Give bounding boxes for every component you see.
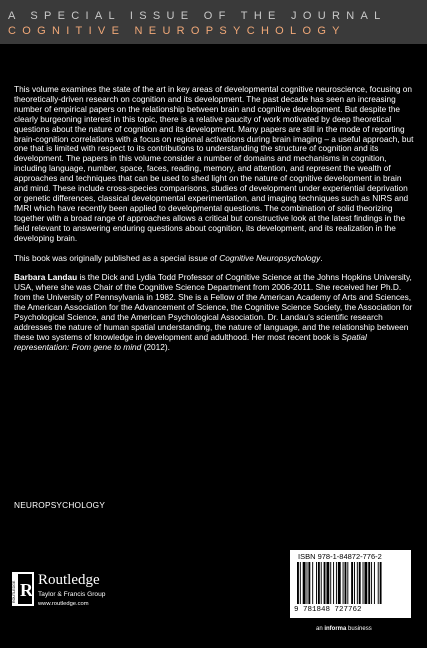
author-book-year: (2012). — [141, 341, 170, 352]
barcode-bar — [364, 562, 367, 604]
barcode-bar — [357, 562, 358, 604]
author-book-title: Spatial representation: From gene to mind — [14, 331, 367, 352]
barcode-bar — [374, 562, 375, 604]
original-publication-note — [14, 254, 414, 264]
barcode-bar — [326, 562, 329, 604]
author-bio — [14, 273, 414, 352]
barcode-bar — [351, 562, 353, 604]
author-bio-text: is the Dick and Lydia Todd Professor of Cognitive Science at the Johns Hopkins University, USA, where she was Chair of the Cognitive Science Department from 2006-2011. She received her Ph.D. from the University of Pennsylvania in 1982. She is a Fellow of the American Academy of Arts and Sciences, the American Association for the Advancement of Science, the Cognitive Science Society, the Association for Psychological Science, and the American Psychological Association. Dr. Landau's scientific research addresses the nature of human spatial understanding, the nature of language, and the relationship between these two systems of knowledge in development and adulthood. Her most recent book is — [14, 272, 413, 342]
publisher-name: Routledge — [38, 572, 100, 588]
barcode-bar — [371, 562, 372, 604]
routledge-mark-text: ROUTLEDGE — [12, 580, 17, 603]
publisher-url: www.routledge.com — [38, 601, 89, 607]
informa-suffix: business — [346, 626, 372, 632]
barcode-bar — [324, 562, 326, 604]
barcode-bar — [312, 562, 313, 604]
routledge-mark-icon — [12, 572, 34, 606]
barcode-bar — [359, 562, 361, 604]
barcode-bar — [300, 562, 301, 604]
header-journal-name: COGNITIVE NEUROPSYCHOLOGY — [8, 25, 346, 37]
informa-brand: informa — [324, 626, 347, 632]
author-name: Barbara Landau — [14, 272, 78, 283]
barcode-bar — [363, 562, 364, 604]
barcode-bar — [378, 562, 379, 604]
barcode-bar — [380, 562, 382, 604]
barcode-bar — [347, 562, 348, 604]
barcode-bar — [303, 562, 306, 604]
barcode-bar — [333, 562, 334, 604]
barcode-bar — [316, 562, 317, 604]
barcode-bar — [321, 562, 322, 604]
barcode-icon — [296, 562, 406, 606]
note-suffix: . — [320, 252, 323, 263]
barcode-bar — [318, 562, 320, 604]
barcode-bar — [343, 562, 344, 604]
barcode-bar — [336, 562, 337, 604]
note-prefix: This book was originally published as a special issue of — [14, 252, 220, 263]
isbn-label: ISBN 978-1-84872-776-2 — [298, 552, 382, 561]
barcode-bar — [330, 562, 331, 604]
description-paragraph: This volume examines the state of the art in key areas of developmental cognitive neuroscience, focusing on theoretically-driven research on cognition and its development. The past decade has seen an increasing number of empirical papers on the relationship between brain and cognitive development. But despite the clearly burgeoning interest in this topic, there is a relative paucity of work motivated by deep theoretical questions about the nature of cognition and its development. Many papers are still in the mode of reporting brain-cognition correlations with a focus on regional activations during brain imaging – a useful approach, but one that is limited with respect to its contributions to understanding the structure of cognition and its development. The papers in this volume consider a number of domains and mechanisms in cognition, including language, number, space, faces, reading, memory, and attention, and represent the wealth of approaches and techniques that can be used to shed light on the nature of cognitive development in brain and mind. These include cross-species comparisons, studies of development under experiential deprivation or genetic differences, classical developmental experimentation, and imaging techniques such as NIRS and fMRI which have recently been applied to developmental questions. The combination of solid theorizing together with a broad range of approaches allows a critical but constructive look at the latest findings in the field relevant to answering enduring questions about cognition, its development, and its realization in the developing brain. — [14, 84, 414, 243]
header-special-issue: A SPECIAL ISSUE OF THE JOURNAL — [8, 10, 387, 22]
barcode-box — [290, 550, 411, 618]
barcode-bar — [338, 562, 341, 604]
barcode-bar — [354, 562, 355, 604]
informa-business-label — [316, 626, 372, 632]
barcode-digits: 9 781848 727762 — [294, 606, 362, 614]
barcode-bar — [308, 562, 310, 604]
subject-category: NEUROPSYCHOLOGY — [14, 500, 106, 510]
publisher-logo — [12, 572, 172, 612]
informa-prefix: an — [316, 626, 325, 632]
back-cover-text — [14, 85, 414, 363]
barcode-bar — [345, 562, 347, 604]
journal-header-band — [0, 0, 427, 44]
barcode-bar — [307, 562, 308, 604]
barcode-bar — [297, 562, 299, 604]
publisher-group: Taylor & Francis Group — [38, 591, 106, 598]
journal-title: Cognitive Neuropsychology — [219, 252, 321, 263]
svg-text:R: R — [20, 580, 33, 600]
barcode-bar — [368, 562, 370, 604]
